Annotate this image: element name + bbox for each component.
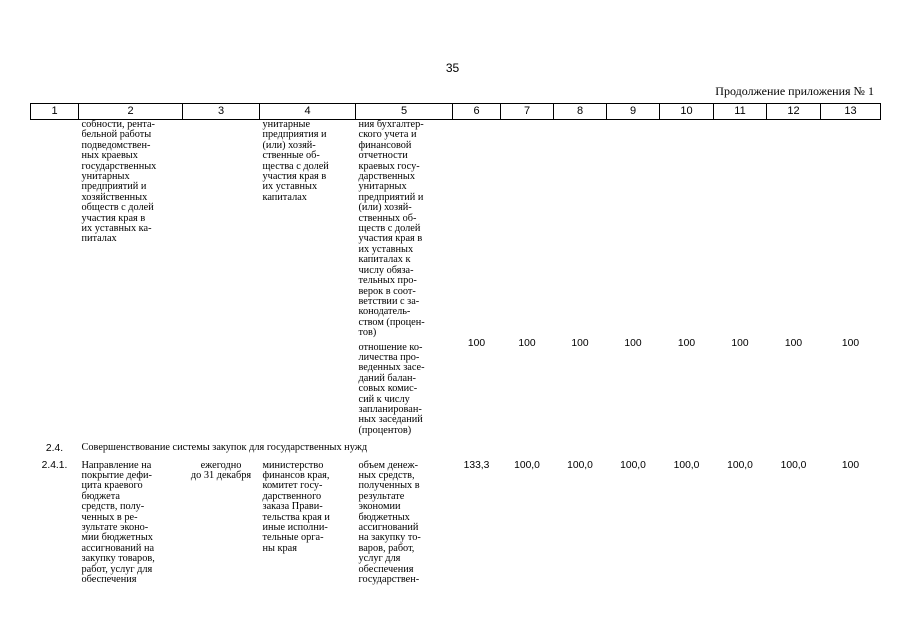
section-title: Совершенствование системы закупок для государственных нужд <box>81 442 368 454</box>
indicator-value: 100,0 <box>673 459 700 471</box>
indicator-value: 100 <box>518 337 536 349</box>
measure-text: собности, рента- бельной работы подведомствен- ных краевых государственных унитарных предприятий и хозяйственных обществ с долей участия края в их уставных ка- питалах <box>81 119 157 245</box>
col-header: 12 <box>767 104 821 120</box>
indicator-value: 100,0 <box>727 459 753 471</box>
indicator-value: 100 <box>467 337 486 349</box>
indicator-value: 100 <box>841 337 860 349</box>
table-row <box>31 339 881 437</box>
indicator-value: 100 <box>841 459 860 471</box>
col-header: 8 <box>554 104 607 120</box>
appendix-continuation-label: Продолжение приложения № 1 <box>715 84 874 98</box>
col-header: 6 <box>453 104 501 120</box>
indicator-value: 100,0 <box>567 459 593 471</box>
program-table <box>30 103 881 585</box>
col-header: 9 <box>607 104 660 120</box>
indicator-text: отношение ко- личества про- веденных засе- даний балан- совых комис- сий к числу запланирован- ных заседаний (процентов) <box>358 341 425 436</box>
col-header: 4 <box>260 104 356 120</box>
indicator-value: 100 <box>624 337 642 349</box>
col-header: 13 <box>821 104 881 120</box>
executor-text: министерство финансов края, комитет госу- дарственного заказа Прави- тельства края и иные исполни- тельные орга- ны края <box>262 459 330 554</box>
column-number-header <box>31 104 881 120</box>
indicator-text: ния бухгалтер- ского учета и финансовой отчетности краевых госу- дарственных унитарных предприятий и (или) хозяй- ственных об- ществ с долей участия края в их уставных капиталах к числу обяза- тельных про- верок в соот- ветствии с за- конодатель- ством (процен- тов) <box>358 119 425 339</box>
indicator-text: объем денеж- ных средств, полученных в результате экономии бюджетных ассигнований на закупку то- варов, работ, услуг для обеспечения государствен- <box>358 459 421 586</box>
item-code: 2.4.1. <box>41 459 68 471</box>
section-row <box>31 436 881 454</box>
indicator-value: 100 <box>571 337 589 349</box>
indicator-value: 100 <box>784 337 803 349</box>
indicator-value: 100 <box>677 337 696 349</box>
indicator-value: 133,3 <box>463 459 490 471</box>
table-row <box>31 455 881 586</box>
indicator-value: 100,0 <box>514 459 540 471</box>
section-code: 2.4. <box>45 443 64 455</box>
executor-text: унитарные предприятия и (или) хозяй- ственные об- щества с долей участия края в их уставных капиталах <box>262 119 329 203</box>
col-header: 10 <box>660 104 714 120</box>
col-header: 7 <box>501 104 554 120</box>
col-header: 11 <box>714 104 767 120</box>
measure-text: Направление на покрытие дефи- цита краевого бюджета средств, полу- ченных в ре- зультате эконо- мии бюджетных ассигнований на закупку товаров, работ, услуг для обеспечения <box>81 459 155 586</box>
col-header: 2 <box>79 104 183 120</box>
indicator-value: 100,0 <box>780 459 807 471</box>
page-number: 35 <box>445 61 460 75</box>
table-row <box>31 120 881 339</box>
deadline-text: ежегодно до 31 декабря <box>190 459 252 481</box>
col-header: 3 <box>183 104 260 120</box>
col-header: 1 <box>31 104 79 120</box>
col-header: 5 <box>356 104 453 120</box>
indicator-value: 100 <box>731 337 749 349</box>
indicator-value: 100,0 <box>620 459 646 471</box>
